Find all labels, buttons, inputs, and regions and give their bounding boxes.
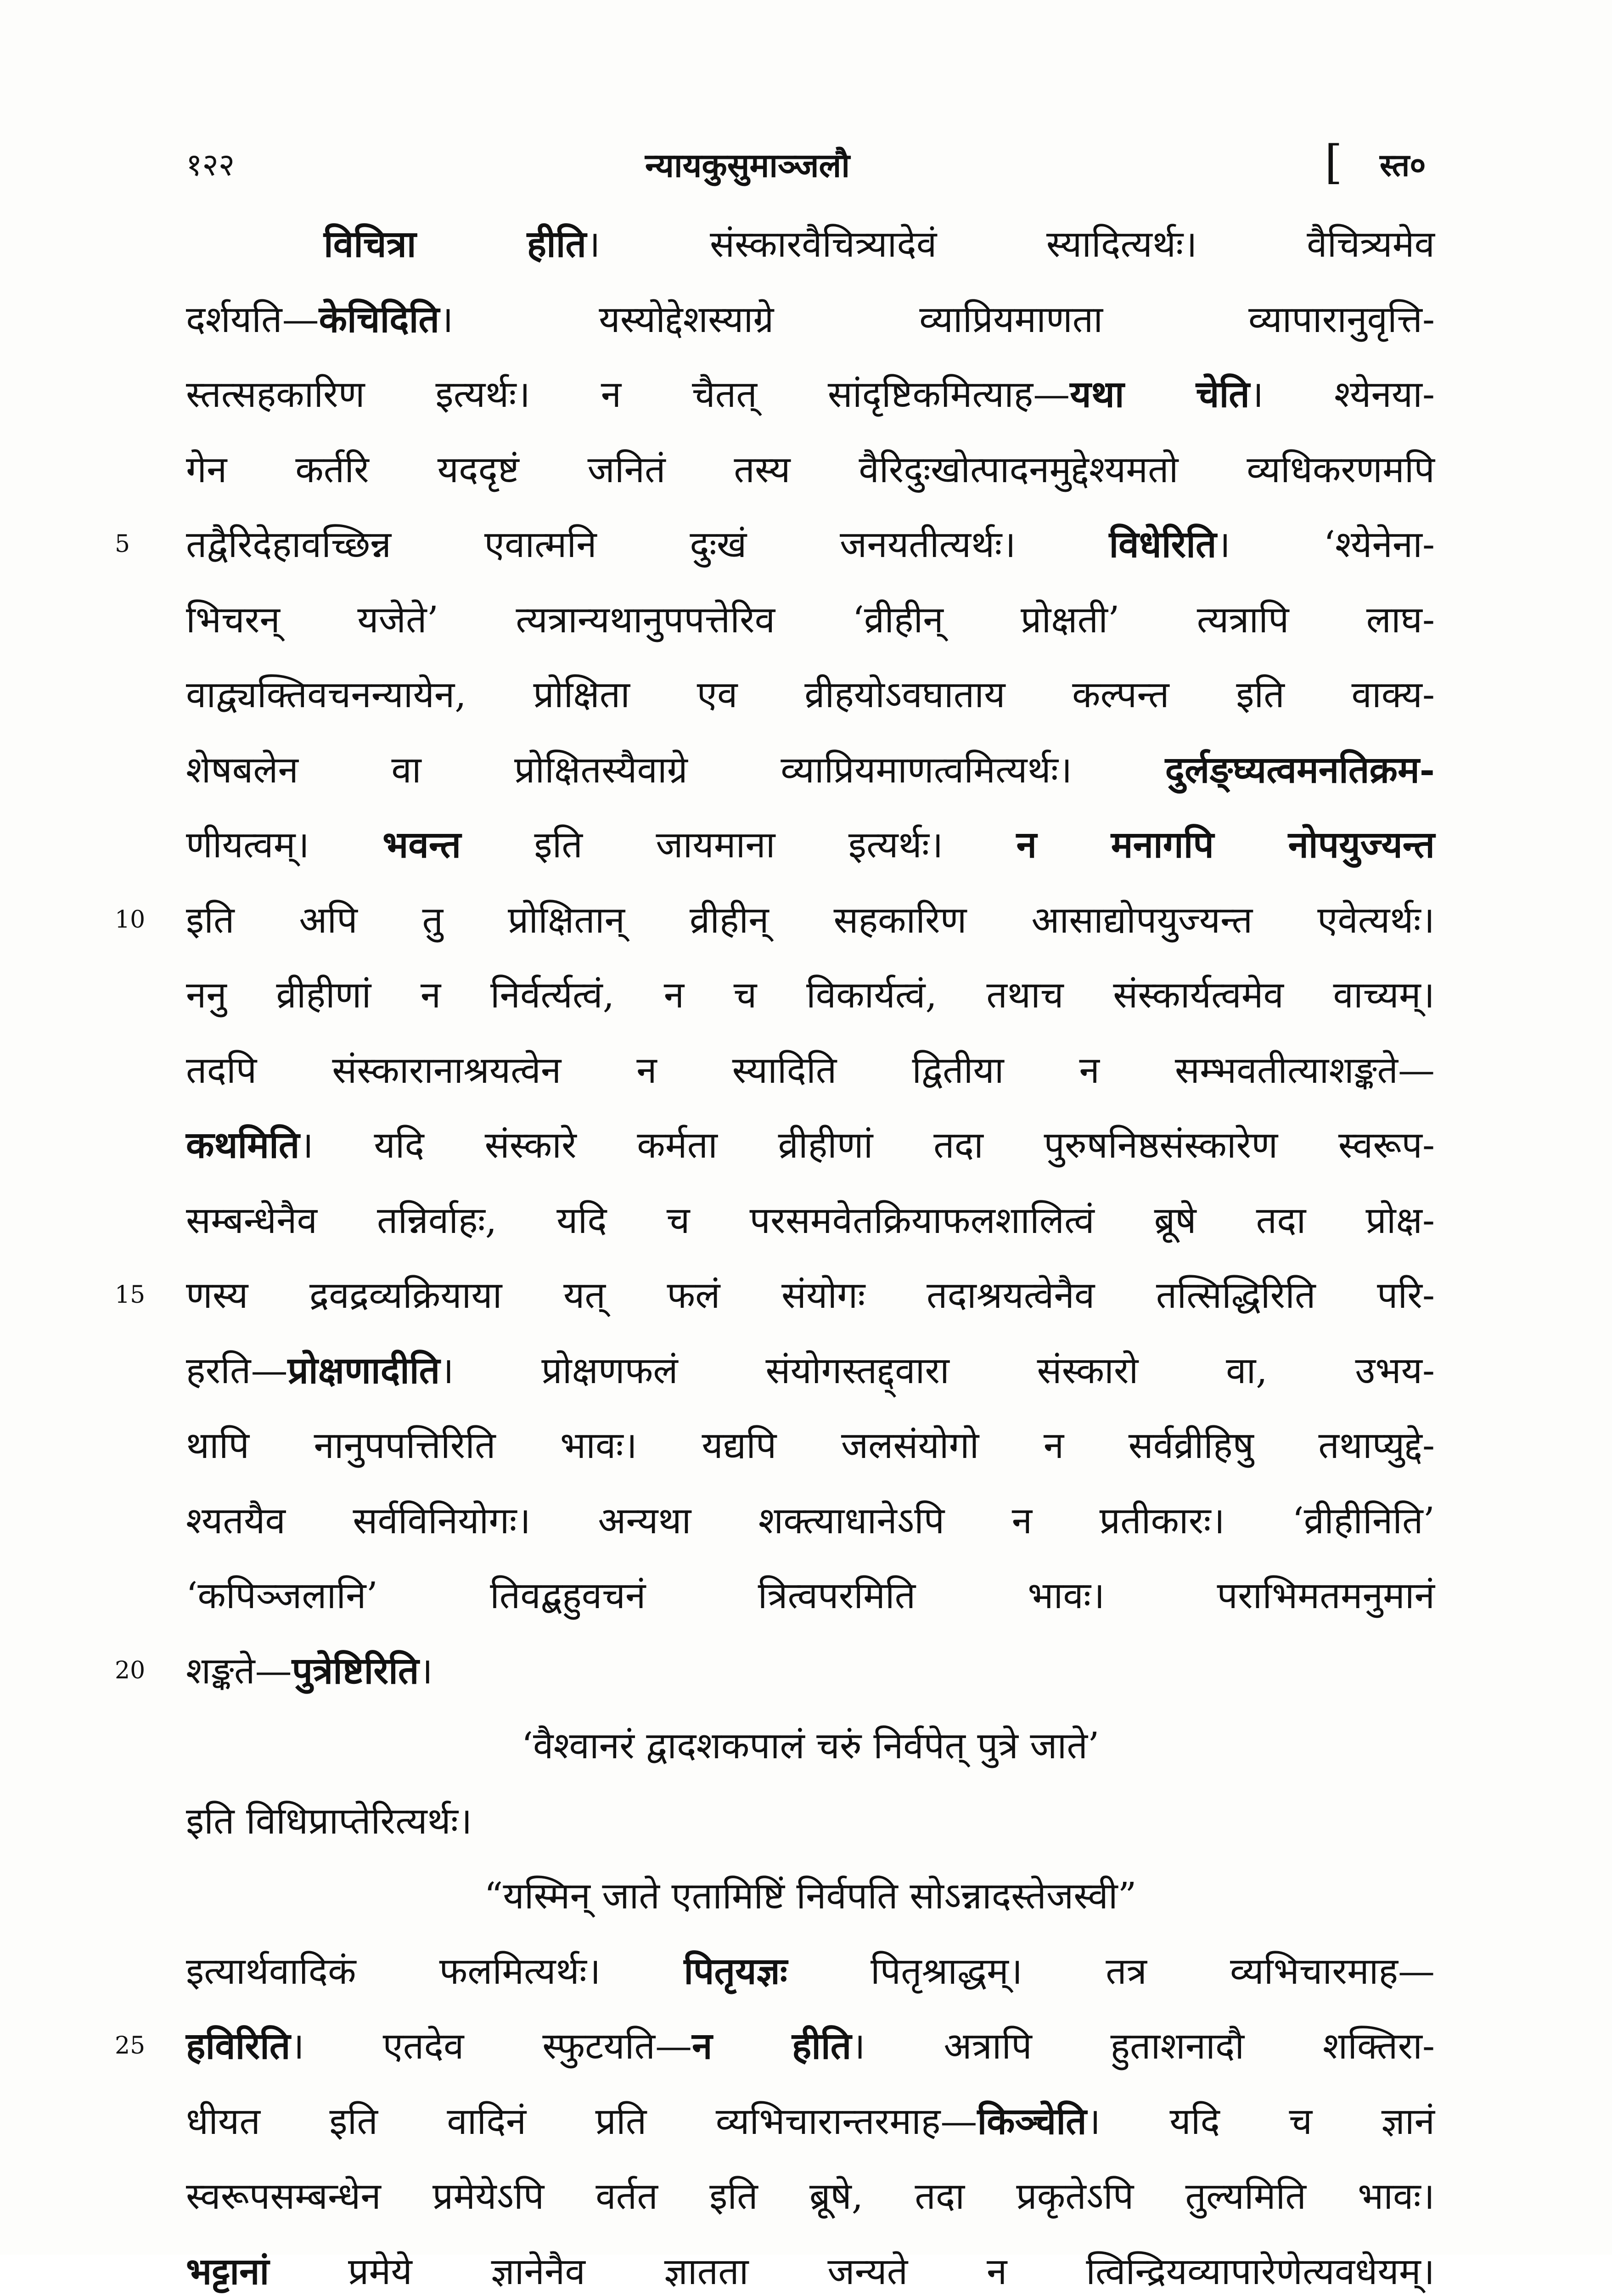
text-segment: इति जायमाना इत्यर्थः। — [461, 823, 1017, 866]
bold-lemma: भवन्त — [382, 823, 461, 866]
text-line — [186, 957, 1435, 1033]
text-segment: ननु व्रीहीणां न निर्वर्त्यत्वं, न च विकार्यत्वं, तथाच संस्कार्यत्वमेव वाच्यम्। — [186, 974, 1435, 1016]
text-segment: पितृश्राद्धम्। तत्र व्यभिचारमाह— — [787, 1950, 1435, 1992]
text-segment: धीयत इति वादिनं प्रति व्यभिचारान्तरमाह— — [186, 2100, 977, 2143]
text-segment: हरति— — [186, 1349, 288, 1392]
line-number: 5 — [115, 507, 165, 582]
text-line — [186, 657, 1435, 732]
bold-lemma: न मनागपि नोपयुज्यन्त — [1017, 823, 1435, 866]
text-segment: वाद्व्यक्तिवचनन्यायेन, प्रोक्षिता एव व्रीहयोऽवघाताय कल्पन्त इति वाक्य- — [186, 673, 1435, 716]
line-number: 25 — [115, 2009, 165, 2084]
line-number: 20 — [115, 1633, 165, 1709]
text-segment: णीयत्वम्। — [186, 823, 382, 866]
bold-lemma: दुर्लङ्घ्यत्वमनतिक्रम- — [1165, 748, 1435, 791]
text-segment: “यस्मिन् जाते एतामिष्टिं निर्वपति सोऽन्नादस्तेजस्वी” — [484, 1874, 1137, 1917]
section-marker: स्त० — [1380, 138, 1426, 193]
text-segment: । प्रोक्षणफलं संयोगस्तद्द्वारा संस्कारो वा, उभय- — [440, 1349, 1435, 1392]
bold-lemma: पुत्रेष्टिरिति — [292, 1649, 419, 1692]
text-line — [186, 1183, 1435, 1258]
text-line — [186, 507, 1435, 582]
header-bracket: [ — [1325, 135, 1342, 190]
text-segment: इति अपि तु प्रोक्षितान् व्रीहीन् सहकारिण आसाद्योपयुज्यन्त एवेत्यर्थः। — [186, 899, 1435, 941]
text-line — [186, 1708, 1435, 1784]
text-line — [186, 807, 1435, 883]
bold-lemma: विधेरिति — [1109, 523, 1216, 566]
bold-lemma: कथमिति — [186, 1123, 299, 1166]
line-number: 10 — [115, 883, 165, 958]
text-segment: । यस्योद्देशस्याग्रे व्याप्रियमाणता व्यापारानुवृत्ति- — [439, 298, 1435, 341]
text-line — [186, 2234, 1435, 2296]
bold-lemma: पितृयज्ञः — [684, 1949, 787, 1992]
text-line — [186, 207, 1435, 282]
text-segment: । यदि च ज्ञानं — [1087, 2100, 1435, 2143]
text-segment: सम्बन्धेनैव तन्निर्वाहः, यदि च परसमवेतक्रियाफलशालित्वं ब्रूषे तदा प्रोक्ष- — [186, 1199, 1435, 1242]
text-line — [186, 1934, 1435, 2009]
page-number: १२२ — [186, 138, 235, 193]
text-segment: ‘वैश्वानरं द्वादशकपालं चरुं निर्वपेत् पुत्रे जाते’ — [522, 1724, 1100, 1767]
text-line — [186, 2009, 1435, 2084]
text-segment: श्यतयैव सर्वविनियोगः। अन्यथा शक्त्याधानेऽपि न प्रतीकारः। ‘व्रीहीनिति’ — [186, 1499, 1435, 1542]
text-line — [186, 1033, 1435, 1108]
bold-lemma: किञ्चेति — [977, 2099, 1086, 2143]
text-segment: तद्वैरिदेहावच्छिन्न एवात्मनि दुःखं जनयतीत्यर्थः। — [186, 523, 1109, 566]
text-line — [186, 883, 1435, 958]
text-line — [186, 432, 1435, 507]
text-segment: । — [419, 1649, 432, 1692]
text-line — [186, 1333, 1435, 1408]
bold-lemma: केचिदिति — [319, 298, 439, 341]
text-segment: । ‘श्येनेना- — [1217, 523, 1435, 566]
bold-lemma: न हीति — [692, 2024, 851, 2067]
text-line — [186, 2159, 1435, 2234]
text-line — [186, 732, 1435, 808]
text-segment: शङ्कते— — [186, 1649, 292, 1692]
text-segment: शेषबलेन वा प्रोक्षितस्यैवाग्रे व्याप्रियमाणत्वमित्यर्थः। — [186, 748, 1165, 791]
text-line — [186, 1558, 1435, 1633]
running-title: न्यायकुसुमाञ्जलौ — [645, 138, 850, 193]
text-segment: दर्शयति— — [186, 298, 319, 341]
text-segment: इत्यार्थवादिकं फलमित्यर्थः। — [186, 1950, 684, 1992]
text-segment: थापि नानुपपत्तिरिति भावः। यद्यपि जलसंयोगो न सर्वव्रीहिषु तथाप्युद्दे- — [186, 1424, 1435, 1467]
text-segment: । एतदेव स्फुटयति— — [290, 2025, 692, 2067]
bold-lemma: प्रोक्षणादीति — [288, 1349, 440, 1392]
bold-lemma: हविरिति — [186, 2024, 290, 2067]
text-segment: । श्येनया- — [1250, 373, 1435, 416]
text-line — [186, 1258, 1435, 1333]
text-line — [186, 582, 1435, 658]
text-segment: । यदि संस्कारे कर्मता व्रीहीणां तदा पुरुषनिष्ठसंस्कारेण स्वरूप- — [299, 1124, 1435, 1166]
text-segment: णस्य द्रवद्रव्यक्रियाया यत् फलं संयोगः तदाश्रयत्वेनैव तत्सिद्धिरिति परि- — [186, 1274, 1435, 1317]
text-line — [186, 1408, 1435, 1483]
text-line — [186, 282, 1435, 357]
text-segment: स्तत्सहकारिण इत्यर्थः। न चैतत् सांदृष्टिकमित्याह— — [186, 373, 1070, 416]
text-segment: । अत्रापि हुताशनादौ शक्तिरा- — [851, 2025, 1435, 2067]
text-line — [186, 1108, 1435, 1183]
text-segment: तदपि संस्कारानाश्रयत्वेन न स्यादिति द्वितीया न सम्भवतीत्याशङ्कते— — [186, 1049, 1435, 1092]
text-segment: प्रमेये ज्ञानेनैव ज्ञातता जन्यते न त्विन्द्रियव्यापारेणेत्यवधेयम्। — [269, 2250, 1435, 2293]
text-line — [186, 357, 1435, 432]
bold-lemma: भट्टानां — [186, 2250, 269, 2293]
text-line — [186, 1858, 1435, 1934]
page-header — [186, 138, 1430, 193]
line-number: 15 — [115, 1258, 165, 1333]
text-segment: गेन कर्तरि यददृष्टं जनितं तस्य वैरिदुःखोत्पादनमुद्देश्यमतो व्यधिकरणमपि — [186, 448, 1435, 491]
text-segment: ‘कपिञ्जलानि’ तिवद्बहुवचनं त्रित्वपरमिति भावः। पराभिमतमनुमानं — [186, 1574, 1435, 1617]
text-line — [186, 1483, 1435, 1559]
text-line — [186, 1633, 1435, 1709]
text-segment: इति विधिप्राप्तेरित्यर्थः। — [186, 1800, 472, 1842]
text-segment: स्वरूपसम्बन्धेन प्रमेयेऽपि वर्तत इति ब्रूषे, तदा प्रकृतेऽपि तुल्यमिति भावः। — [186, 2175, 1435, 2217]
text-line — [186, 2084, 1435, 2159]
commentary-text — [186, 207, 1435, 2296]
text-line — [186, 1784, 1435, 1859]
text-segment: । संस्कारवैचित्र्यादेवं स्यादित्यर्थः। वैचित्र्यमेव — [586, 223, 1435, 265]
text-segment: भिचरन् यजेते’ त्यत्रान्यथानुपपत्तेरिव ‘व्रीहीन् प्रोक्षती’ त्यत्रापि लाघ- — [186, 598, 1435, 641]
bold-lemma: यथा चेति — [1070, 372, 1250, 416]
bold-lemma: विचित्रा हीति — [324, 222, 586, 265]
